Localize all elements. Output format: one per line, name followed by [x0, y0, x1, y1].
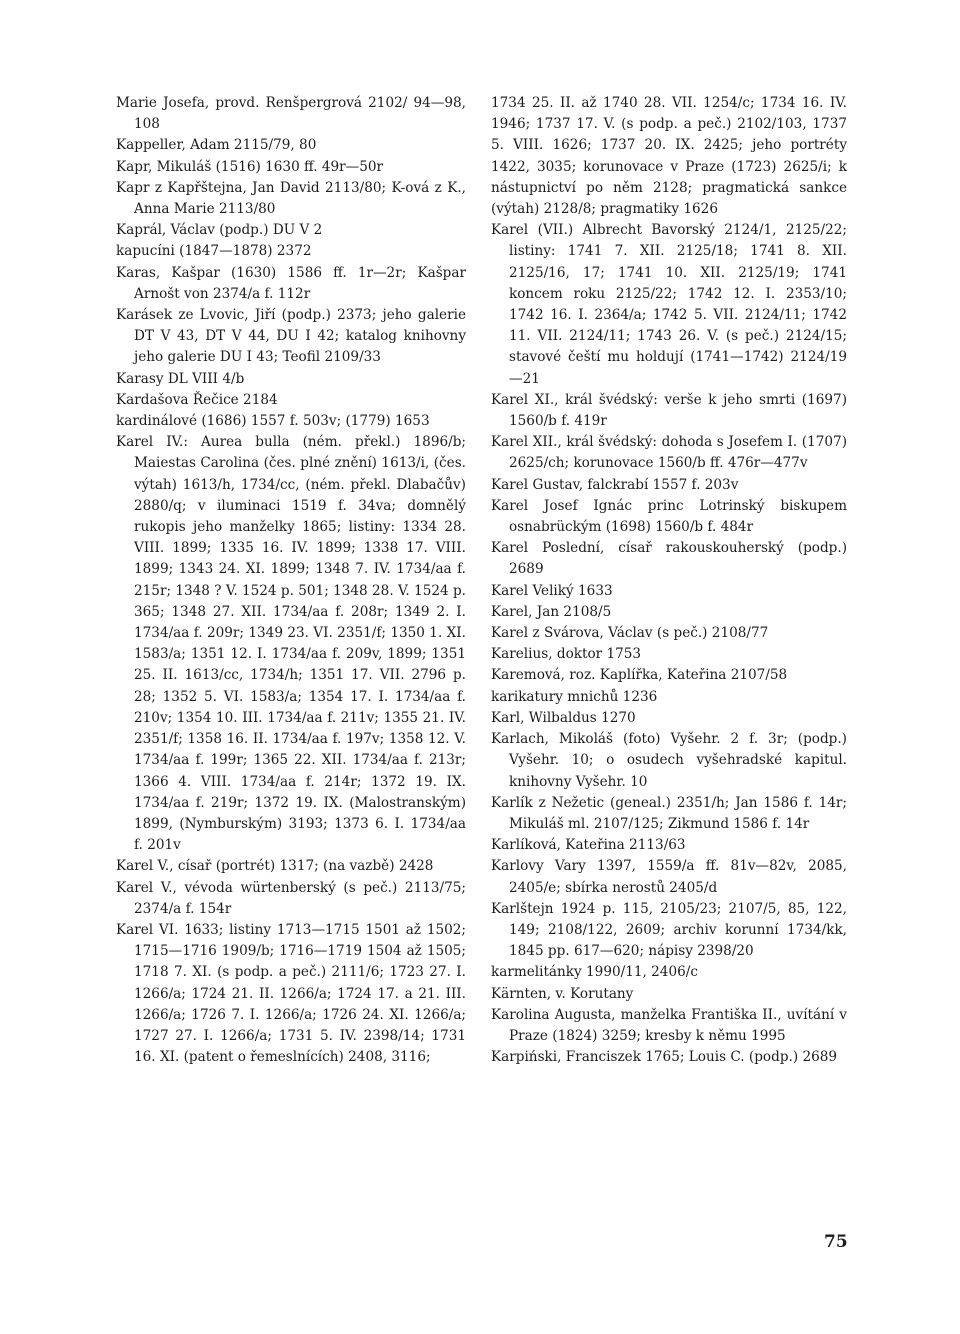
index-entry: Karpiński, Franciszek 1765; Louis C. (podp.) 2689 — [491, 1049, 838, 1066]
index-entry: Kärnten, v. Korutany — [491, 985, 634, 1002]
index-entry: Karlštejn 1924 p. 115, 2105/23; 2107/5, 85, 122, 149; 2108/122, 2609; archiv korunní 1734/kk, 1845 pp. 617—620; nápisy 2398/20 — [491, 900, 847, 960]
index-entry: Karolina Augusta, manželka Františka II., uvítání v Praze (1824) 3259; kresby k němu 1995 — [491, 1006, 847, 1044]
page-number: 75 — [824, 1232, 848, 1252]
index-entry: Karel VI. 1633; listiny 1713—1715 1501 až 1502; 1715—1716 1909/b; 1716—1719 1504 až 1505; 1718 7. XI. (s podp. a peč.) 2111/6; 1723 27. I. 1266/a; 1724 21. II. 1266/a; 1724 17. a 21. III. 1266/a; 1726 7. I. 1266/a; 1726 24. XI. 1266/a; 1727 27. I. 1266/a; 1731 5. IV. 2398/14; 1731 16. XI. (patent o řemeslnících) 2408, 3116; — [116, 921, 466, 1066]
index-entry: Karlík z Nežetic (geneal.) 2351/h; Jan 1586 f. 14r; Mikuláš ml. 2107/125; Zikmund 1586 f. 14r — [491, 794, 847, 832]
index-entry: Karel, Jan 2108/5 — [491, 603, 612, 620]
index-entry: Karel V., vévoda würtenberský (s peč.) 2113/75; 2374/a f. 154r — [116, 879, 466, 917]
index-entry: kardinálové (1686) 1557 f. 503v; (1779) 1653 — [116, 413, 430, 430]
index-entry: Karasy DL VIII 4/b — [116, 370, 245, 387]
index-entry: kapucíni (1847—1878) 2372 — [116, 243, 312, 260]
index-entry-continued: 1734 25. II. až 1740 28. VII. 1254/c; 1734 16. IV. 1946; 1737 17. V. (s podp. a peč.) 2102/103, 1737 5. VIII. 1626; 1737 20. IX. 2425; jeho portréty 1422, 3035; korunovace v Praze (1723) 2625/i; k nástupnictví po něm 2128; pragmatická sankce (výtah) 2128/8; pragmatiky 1626 — [491, 95, 847, 218]
index-entry: Karel IV.: Aurea bulla (ném. překl.) 1896/b; Maiestas Carolina (čes. plné znění) 1613/i, (čes. výtah) 1613/h, 1734/cc, (ném. překl. Dlabačův) 2880/q; v iluminaci 1519 f. 34va; domnělý rukopis jeho manželky 1865; listiny: 1334 28. VIII. 1899; 1335 16. IV. 1899; 1338 17. VIII. 1899; 1343 24. XI. 1899; 1348 7. IV. 1734/aa f. 215r; 1348 ? V. 1524 p. 501; 1348 28. V. 1524 p. 365; 1348 27. XII. 1734/aa f. 208r; 1349 2. I. 1734/aa f. 209r; 1349 23. VI. 2351/f; 1350 1. XI. 1583/a; 1351 12. I. 1734/aa f. 209v, 1899; 1351 25. II. 1613/cc, 1734/h; 1351 17. VII. 2796 p. 28; 1352 5. VI. 1583/a; 1354 17. I. 1734/aa f. 210v; 1354 10. III. 1734/aa f. 211v; 1355 21. IV. 2351/f; 1358 16. II. 1734/aa f. 197v; 1358 12. V. 1734/aa f. 199r; 1365 22. XII. 1734/aa f. 213r; 1366 4. VIII. 1734/aa f. 214r; 1372 19. IX. 1734/aa f. 219r; 1372 19. IX. (Malostranským) 1899, (Nymburským) 3193; 1373 6. I. 1734/aa f. 201v — [116, 434, 466, 854]
index-entry: Karel Veliký 1633 — [491, 582, 613, 599]
index-entry: Karel V., císař (portrét) 1317; (na vazbě) 2428 — [116, 858, 434, 875]
index-entry: Karel z Svárova, Václav (s peč.) 2108/77 — [491, 625, 769, 642]
index-entry: Karemová, roz. Kaplířka, Kateřina 2107/58 — [491, 667, 788, 684]
index-entry: Karl, Wilbaldus 1270 — [491, 709, 636, 726]
index-entry: karmelitánky 1990/11, 2406/c — [491, 964, 698, 981]
index-entry: Kaprál, Václav (podp.) DU V 2 — [116, 222, 323, 239]
index-entry: Karlovy Vary 1397, 1559/a ff. 81v—82v, 2085, 2405/e; sbírka nerostů 2405/d — [491, 858, 847, 896]
index-entry: Karel XII., král švédský: dohoda s Josefem I. (1707) 2625/ch; korunovace 1560/b ff. 476r—477v — [491, 434, 847, 472]
right-column — [491, 93, 847, 1068]
index-entry: Karásek ze Lvovic, Jiří (podp.) 2373; jeho galerie DT V 43, DT V 44, DU I 42; katalog knihovny jeho galerie DU I 43; Teofil 2109/33 — [116, 307, 466, 366]
index-entry: Karel Josef Ignác princ Lotrinský biskupem osnabrückým (1698) 1560/b f. 484r — [491, 497, 847, 536]
index-entry: Karel (VII.) Albrecht Bavorský 2124/1, 2125/22; listiny: 1741 7. XII. 2125/18; 1741 8. XII. 2125/16, 17; 1741 10. XII. 2125/19; 1741 koncem roku 2125/22; 1742 12. I. 2353/10; 1742 16. I. 2364/a; 1742 5. VII. 2124/11; 1742 11. VII. 2124/11; 1743 26. V. (s peč.) 2124/15; stavové čeští mu holdují (1741—1742) 2124/19—21 — [491, 222, 847, 387]
index-entry: Karel XI., král švédský: verše k jeho smrti (1697) 1560/b f. 419r — [491, 391, 847, 430]
index-entry: Karelius, doktor 1753 — [491, 646, 642, 663]
index-entry: Karas, Kašpar (1630) 1586 ff. 1r—2r; Kašpar Arnošt von 2374/a f. 112r — [116, 264, 466, 302]
index-entry: Marie Josefa, provd. Renšpergrová 2102/ 94—98, 108 — [116, 95, 466, 133]
index-entry: Kapr z Kapřštejna, Jan David 2113/80; K-ová z K., Anna Marie 2113/80 — [116, 179, 466, 218]
index-entry: Karel Poslední, císař rakouskouherský (podp.) 2689 — [491, 540, 847, 578]
index-entry: Kardašova Řečice 2184 — [116, 391, 278, 408]
left-column — [116, 93, 466, 1068]
index-entry: Kapr, Mikuláš (1516) 1630 ff. 49r—50r — [116, 158, 384, 175]
index-entry: Karlíková, Kateřina 2113/63 — [491, 837, 686, 854]
index-entry: Karel Gustav, falckrabí 1557 f. 203v — [491, 476, 739, 493]
index-entry: Karlach, Mikoláš (foto) Vyšehr. 2 f. 3r; (podp.) Vyšehr. 10; o osudech vyšehradské kapitul. knihovny Vyšehr. 10 — [491, 731, 847, 790]
index-entry: Kappeller, Adam 2115/79, 80 — [116, 137, 317, 154]
index-entry: karikatury mnichů 1236 — [491, 688, 658, 705]
